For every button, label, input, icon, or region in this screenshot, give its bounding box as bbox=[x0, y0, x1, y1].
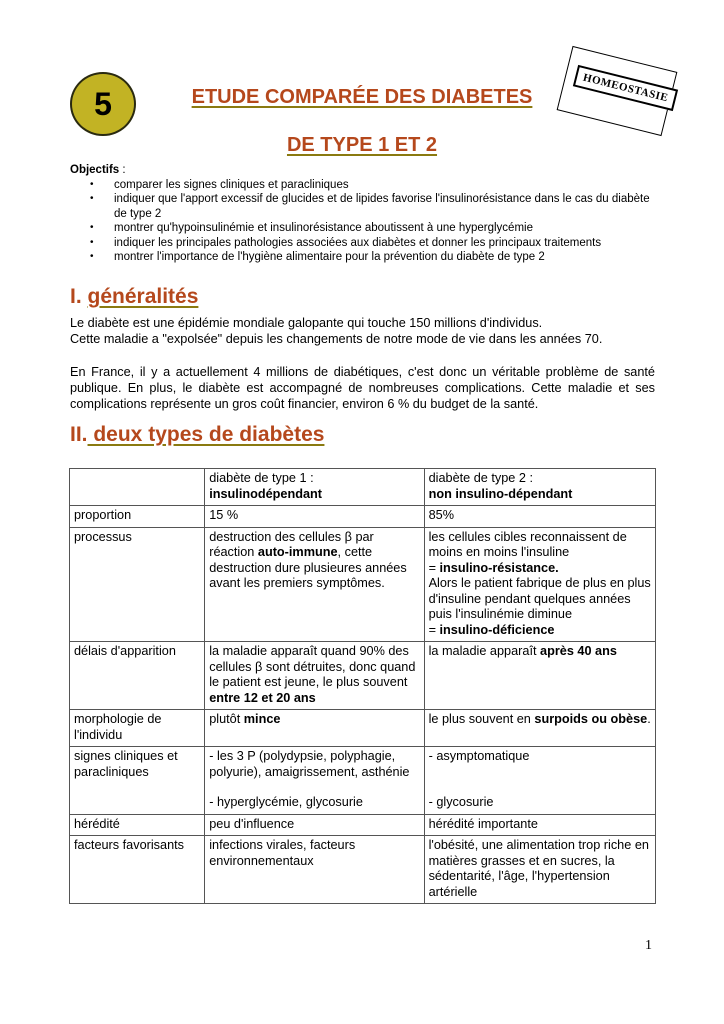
cell-type1 bbox=[205, 527, 424, 642]
text: - asymptomatique bbox=[428, 749, 530, 763]
objective-item: • indiquer que l'apport excessif de glucides et de lipides favorise l'insulinorésistance dans le cas du diabète de type 2 bbox=[70, 192, 660, 221]
objectives-heading-colon: : bbox=[119, 164, 126, 176]
text-line bbox=[429, 561, 651, 577]
objective-item: • indiquer les principales pathologies associées aux diabètes et donner les principaux traitements bbox=[70, 236, 660, 251]
generalites-paragraph-1: Le diabète est une épidémie mondiale galopante qui touche 150 millions d'individus. Cette maladie a "expolsée" depuis les changements de notre mode de vie dans les années 70. bbox=[70, 316, 603, 346]
cell-type2 bbox=[424, 527, 655, 642]
text: le plus souvent en bbox=[428, 712, 535, 726]
page-number: 1 bbox=[645, 938, 652, 953]
objective-item: • comparer les signes cliniques et paracliniques bbox=[70, 178, 660, 193]
text-bold: entre 12 et 20 ans bbox=[209, 690, 316, 705]
text: , cette destruction dure plusieures années avant les premiers symptômes. bbox=[209, 545, 407, 590]
table-row-signes bbox=[70, 747, 656, 815]
row-label: morphologie de l'individu bbox=[70, 710, 205, 747]
page-title-line1: ETUDE COMPARÉE DES DIABETES bbox=[191, 86, 533, 108]
objective-item: • montrer qu'hypoinsulinémie et insulinorésistance aboutissent à une hyperglycémie bbox=[70, 221, 660, 236]
generalites-paragraph-2: En France, il y a actuellement 4 millions de diabétiques, c'est donc un véritable problème de santé publique. En plus, le diabète est accompagné de nombreuses complications. Cette maladie et ses complications représente un gros coût financier, environ 6 % du budget de la santé. bbox=[70, 365, 655, 411]
header-cell-type1 bbox=[205, 469, 424, 506]
equals-sign: = bbox=[428, 560, 440, 575]
header-type1-line1: diabète de type 1 : bbox=[209, 471, 314, 485]
diabetes-comparison-table bbox=[69, 468, 656, 904]
homeostasie-stamp bbox=[557, 46, 678, 136]
equals-sign: = bbox=[428, 622, 440, 637]
cell-type2: l'obésité, une alimentation trop riche en matières grasses et en sucres, la sédentarité, l'âge, l'hypertension artérielle bbox=[424, 836, 655, 904]
table-row-delais bbox=[70, 642, 656, 710]
text-bold: insulino-déficience bbox=[439, 622, 555, 637]
text-bold: mince bbox=[243, 712, 281, 726]
cell-type1: infections virales, facteurs environnementaux bbox=[205, 836, 424, 904]
text-bold: surpoids ou obèse bbox=[534, 712, 648, 726]
text-bold: insulino-résistance. bbox=[439, 560, 559, 575]
text: destruction des cellules β par réaction bbox=[209, 529, 374, 559]
cell-type1: 15 % bbox=[205, 506, 424, 528]
spacer bbox=[429, 765, 651, 795]
header-type2-line1: diabète de type 2 : bbox=[428, 471, 533, 485]
cell-type2 bbox=[424, 747, 655, 815]
table-row-heredite bbox=[70, 814, 656, 836]
stamp-label: HOMEOSTASIE bbox=[573, 65, 678, 111]
text: Alors le patient fabrique de plus en plus d'insuline pendant quelques années puis l'insulinémie diminue bbox=[428, 576, 651, 621]
chapter-number-badge: 5 bbox=[70, 72, 136, 136]
text: les cellules cibles reconnaissent de moins en moins l'insuline bbox=[428, 529, 627, 559]
cell-type1 bbox=[205, 642, 424, 710]
objectives-block bbox=[70, 163, 660, 265]
cell-type1 bbox=[205, 747, 424, 815]
row-label: proportion bbox=[70, 506, 205, 528]
cell-type2 bbox=[424, 710, 655, 747]
text-bold: après 40 ans bbox=[540, 644, 617, 658]
row-label: facteurs favorisants bbox=[70, 836, 205, 904]
section-number: II. bbox=[70, 423, 88, 446]
table-header-row bbox=[70, 469, 656, 506]
page-title-line2: DE TYPE 1 ET 2 bbox=[286, 134, 438, 156]
text-bold: auto-immune bbox=[257, 545, 338, 559]
section-title: deux types de diabètes bbox=[87, 423, 325, 446]
text: la maladie apparaît bbox=[428, 644, 541, 658]
header-type1-line2: insulinodépendant bbox=[209, 486, 322, 501]
header-cell-empty bbox=[70, 469, 205, 506]
spacer bbox=[209, 780, 419, 795]
cell-type2: 85% bbox=[424, 506, 655, 528]
objectives-heading: Objectifs bbox=[70, 164, 120, 176]
section-types-heading bbox=[70, 423, 324, 447]
text-line bbox=[429, 623, 651, 639]
section-number: I. bbox=[70, 285, 88, 308]
row-label: signes cliniques et paracliniques bbox=[70, 747, 205, 815]
text: plutôt bbox=[209, 712, 244, 726]
table-row-proportion bbox=[70, 506, 656, 528]
objective-item: • montrer l'importance de l'hygiène alimentaire pour la prévention du diabète de type 2 bbox=[70, 250, 660, 265]
text: - glycosurie bbox=[428, 794, 494, 809]
cell-type2 bbox=[424, 642, 655, 710]
objectives-heading-line bbox=[70, 163, 660, 178]
text: - les 3 P (polydypsie, polyphagie, polyurie), amaigrissement, asthénie bbox=[209, 749, 410, 779]
text: . bbox=[647, 712, 651, 726]
cell-type2: hérédité importante bbox=[424, 814, 655, 836]
row-label: délais d'apparition bbox=[70, 642, 205, 710]
row-label: hérédité bbox=[70, 814, 205, 836]
row-label: processus bbox=[70, 527, 205, 642]
header-type2-line2: non insulino-dépendant bbox=[428, 486, 573, 501]
cell-type1 bbox=[205, 710, 424, 747]
objectives-list bbox=[70, 178, 660, 265]
section-title: généralités bbox=[87, 285, 199, 308]
text: la maladie apparaît quand 90% des cellules β sont détruites, donc quand le patient est jeune, le plus souvent bbox=[209, 644, 416, 689]
table-row-morphologie bbox=[70, 710, 656, 747]
cell-type1: peu d'influence bbox=[205, 814, 424, 836]
text: - hyperglycémie, glycosurie bbox=[209, 795, 363, 809]
header-cell-type2 bbox=[424, 469, 655, 506]
table-row-facteurs bbox=[70, 836, 656, 904]
section-generalites-heading bbox=[70, 285, 198, 309]
table-row-processus bbox=[70, 527, 656, 642]
